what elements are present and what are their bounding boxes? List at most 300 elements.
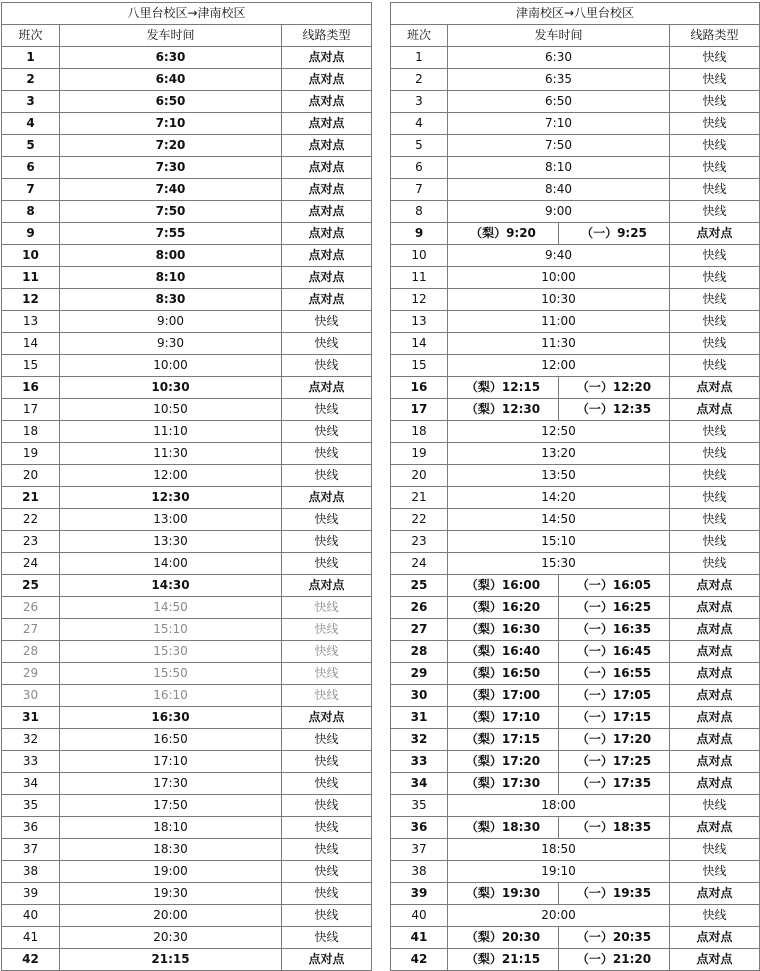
- run-number: 15: [2, 355, 60, 377]
- table-row: [2, 509, 372, 531]
- run-number: 40: [2, 905, 60, 927]
- run-number: 20: [2, 465, 60, 487]
- route-type: 点对点: [282, 949, 372, 971]
- departure-time-yi: （一）17:05: [559, 685, 670, 707]
- table-row: [391, 927, 760, 949]
- route-type: 快线: [282, 685, 372, 707]
- route-type: 点对点: [282, 223, 372, 245]
- table-row: [391, 289, 760, 311]
- route-type: 快线: [282, 553, 372, 575]
- table-row: [2, 531, 372, 553]
- route-type: 快线: [282, 619, 372, 641]
- header-run-number: 班次: [2, 25, 60, 47]
- departure-time: 7:30: [60, 157, 282, 179]
- run-number: 19: [391, 443, 448, 465]
- header-route-type: 线路类型: [670, 25, 760, 47]
- table-row: [2, 729, 372, 751]
- run-number: 24: [2, 553, 60, 575]
- run-number: 25: [391, 575, 448, 597]
- departure-time: 15:30: [60, 641, 282, 663]
- departure-time: 7:55: [60, 223, 282, 245]
- table-row: [391, 91, 760, 113]
- route-type: 快线: [670, 795, 760, 817]
- route-type: 点对点: [670, 597, 760, 619]
- route-type: 快线: [670, 487, 760, 509]
- table-row: [391, 729, 760, 751]
- header-route-type: 线路类型: [282, 25, 372, 47]
- table-row: [391, 179, 760, 201]
- table-row: [2, 905, 372, 927]
- departure-time: 13:50: [448, 465, 670, 487]
- run-number: 38: [2, 861, 60, 883]
- run-number: 22: [2, 509, 60, 531]
- departure-time: 9:40: [448, 245, 670, 267]
- run-number: 36: [2, 817, 60, 839]
- table-row: [391, 201, 760, 223]
- table-row: [391, 135, 760, 157]
- route-type: 快线: [282, 795, 372, 817]
- route-type: 点对点: [282, 47, 372, 69]
- route-type: 点对点: [670, 773, 760, 795]
- departure-time-yi: （一）16:45: [559, 641, 670, 663]
- table-row: [391, 355, 760, 377]
- departure-time: 14:50: [448, 509, 670, 531]
- route-type: 快线: [670, 201, 760, 223]
- table-title: 津南校区→八里台校区: [391, 3, 760, 25]
- table-title: 八里台校区→津南校区: [2, 3, 372, 25]
- table-row: [2, 267, 372, 289]
- departure-time: 10:00: [60, 355, 282, 377]
- table-row: [391, 113, 760, 135]
- departure-time-yi: （一）20:35: [559, 927, 670, 949]
- departure-time-yi: （一）12:35: [559, 399, 670, 421]
- departure-time-li: （梨）16:40: [448, 641, 559, 663]
- run-number: 15: [391, 355, 448, 377]
- table-row: [391, 157, 760, 179]
- route-type: 点对点: [670, 927, 760, 949]
- route-type: 快线: [670, 905, 760, 927]
- table-row: [2, 839, 372, 861]
- departure-time: 14:20: [448, 487, 670, 509]
- departure-time: 21:15: [60, 949, 282, 971]
- departure-time-yi: （一）16:25: [559, 597, 670, 619]
- table-row: [2, 927, 372, 949]
- departure-time: 16:10: [60, 685, 282, 707]
- departure-time-yi: （一）16:05: [559, 575, 670, 597]
- departure-time: 7:40: [60, 179, 282, 201]
- departure-time: 15:30: [448, 553, 670, 575]
- departure-time-li: （梨）20:30: [448, 927, 559, 949]
- run-number: 7: [391, 179, 448, 201]
- run-number: 18: [391, 421, 448, 443]
- run-number: 13: [391, 311, 448, 333]
- run-number: 27: [2, 619, 60, 641]
- route-type: 点对点: [282, 69, 372, 91]
- run-number: 24: [391, 553, 448, 575]
- departure-time: 13:20: [448, 443, 670, 465]
- route-type: 快线: [670, 157, 760, 179]
- departure-time-yi: （一）17:20: [559, 729, 670, 751]
- run-number: 29: [2, 663, 60, 685]
- table-row: [391, 223, 760, 245]
- table-row: [2, 883, 372, 905]
- departure-time-yi: （一）18:35: [559, 817, 670, 839]
- table-row: [391, 905, 760, 927]
- departure-time: 8:30: [60, 289, 282, 311]
- table-row: [391, 245, 760, 267]
- route-type: 点对点: [282, 377, 372, 399]
- departure-time: 18:50: [448, 839, 670, 861]
- departure-time: 6:35: [448, 69, 670, 91]
- departure-time: 10:30: [448, 289, 670, 311]
- run-number: 39: [391, 883, 448, 905]
- table-row: [2, 311, 372, 333]
- departure-time: 15:10: [448, 531, 670, 553]
- table-row: [2, 333, 372, 355]
- departure-time: 7:20: [60, 135, 282, 157]
- departure-time: 11:00: [448, 311, 670, 333]
- header-run-number: 班次: [391, 25, 448, 47]
- departure-time: 11:30: [60, 443, 282, 465]
- run-number: 28: [391, 641, 448, 663]
- run-number: 9: [2, 223, 60, 245]
- departure-time-yi: （一）9:25: [559, 223, 670, 245]
- table-row: [2, 47, 372, 69]
- run-number: 1: [2, 47, 60, 69]
- departure-time-yi: （一）16:55: [559, 663, 670, 685]
- run-number: 11: [2, 267, 60, 289]
- table-row: [391, 443, 760, 465]
- run-number: 8: [2, 201, 60, 223]
- run-number: 34: [2, 773, 60, 795]
- route-type: 快线: [282, 311, 372, 333]
- run-number: 42: [2, 949, 60, 971]
- table-row: [2, 861, 372, 883]
- route-type: 点对点: [670, 729, 760, 751]
- departure-time: 7:50: [448, 135, 670, 157]
- departure-time: 8:40: [448, 179, 670, 201]
- departure-time: 14:30: [60, 575, 282, 597]
- departure-time-li: （梨）16:50: [448, 663, 559, 685]
- route-type: 点对点: [282, 179, 372, 201]
- departure-time: 8:00: [60, 245, 282, 267]
- run-number: 11: [391, 267, 448, 289]
- departure-time: 13:30: [60, 531, 282, 553]
- departure-time-li: （梨）17:15: [448, 729, 559, 751]
- table-row: [2, 245, 372, 267]
- departure-time: 20:00: [60, 905, 282, 927]
- departure-time: 8:10: [60, 267, 282, 289]
- table-row: [2, 773, 372, 795]
- run-number: 34: [391, 773, 448, 795]
- table-row: [391, 773, 760, 795]
- departure-time: 18:10: [60, 817, 282, 839]
- departure-time: 6:30: [448, 47, 670, 69]
- table-row: [2, 289, 372, 311]
- route-type: 快线: [670, 289, 760, 311]
- run-number: 23: [391, 531, 448, 553]
- run-number: 19: [2, 443, 60, 465]
- route-type: 快线: [282, 861, 372, 883]
- table-row: [2, 597, 372, 619]
- run-number: 8: [391, 201, 448, 223]
- table-row: [2, 751, 372, 773]
- departure-time: 10:00: [448, 267, 670, 289]
- departure-time-li: （梨）17:10: [448, 707, 559, 729]
- run-number: 29: [391, 663, 448, 685]
- run-number: 23: [2, 531, 60, 553]
- run-number: 5: [2, 135, 60, 157]
- route-type: 点对点: [282, 91, 372, 113]
- route-type: 点对点: [670, 883, 760, 905]
- table-row: [391, 487, 760, 509]
- departure-time: 9:00: [448, 201, 670, 223]
- route-type: 点对点: [282, 135, 372, 157]
- departure-time: 9:30: [60, 333, 282, 355]
- departure-time-yi: （一）16:35: [559, 619, 670, 641]
- route-type: 快线: [282, 905, 372, 927]
- table-row: [391, 839, 760, 861]
- table-row: [2, 685, 372, 707]
- departure-time-li: （梨）16:30: [448, 619, 559, 641]
- table-row: [2, 179, 372, 201]
- table-row: [391, 333, 760, 355]
- run-number: 20: [391, 465, 448, 487]
- run-number: 18: [2, 421, 60, 443]
- table-row: [391, 707, 760, 729]
- table-row: [391, 69, 760, 91]
- table-row: [2, 619, 372, 641]
- departure-time-yi: （一）17:25: [559, 751, 670, 773]
- departure-time-li: （梨）18:30: [448, 817, 559, 839]
- table-row: [2, 663, 372, 685]
- run-number: 10: [391, 245, 448, 267]
- run-number: 22: [391, 509, 448, 531]
- run-number: 5: [391, 135, 448, 157]
- departure-time-li: （梨）17:00: [448, 685, 559, 707]
- departure-time: 17:10: [60, 751, 282, 773]
- route-type: 快线: [670, 245, 760, 267]
- departure-time: 15:50: [60, 663, 282, 685]
- run-number: 35: [391, 795, 448, 817]
- run-number: 38: [391, 861, 448, 883]
- run-number: 30: [391, 685, 448, 707]
- route-type: 点对点: [282, 707, 372, 729]
- route-type: 快线: [282, 641, 372, 663]
- route-type: 快线: [282, 333, 372, 355]
- departure-time: 7:10: [60, 113, 282, 135]
- departure-time: 16:50: [60, 729, 282, 751]
- route-type: 快线: [670, 355, 760, 377]
- departure-time-li: （梨）17:30: [448, 773, 559, 795]
- departure-time: 7:50: [60, 201, 282, 223]
- route-type: 快线: [670, 91, 760, 113]
- run-number: 31: [391, 707, 448, 729]
- table-row: [391, 663, 760, 685]
- run-number: 33: [2, 751, 60, 773]
- route-type: 快线: [670, 135, 760, 157]
- run-number: 14: [391, 333, 448, 355]
- run-number: 1: [391, 47, 448, 69]
- route-type: 点对点: [670, 641, 760, 663]
- table-row: [391, 883, 760, 905]
- run-number: 4: [2, 113, 60, 135]
- route-type: 快线: [670, 311, 760, 333]
- table-row: [2, 91, 372, 113]
- route-type: 快线: [670, 69, 760, 91]
- departure-time-li: （梨）16:20: [448, 597, 559, 619]
- departure-time: 6:50: [448, 91, 670, 113]
- route-type: 快线: [670, 267, 760, 289]
- route-type: 点对点: [282, 267, 372, 289]
- route-type: 快线: [670, 553, 760, 575]
- route-type: 快线: [282, 465, 372, 487]
- table-row: [2, 69, 372, 91]
- table-row: [2, 443, 372, 465]
- schedule-table-baliitai-to-jinnan: [1, 2, 372, 971]
- table-row: [2, 795, 372, 817]
- route-type: 快线: [670, 839, 760, 861]
- route-type: 点对点: [670, 949, 760, 971]
- route-type: 点对点: [670, 817, 760, 839]
- run-number: 2: [2, 69, 60, 91]
- run-number: 12: [391, 289, 448, 311]
- table-row: [2, 487, 372, 509]
- departure-time-li: （梨）17:20: [448, 751, 559, 773]
- table-row: [2, 465, 372, 487]
- run-number: 9: [391, 223, 448, 245]
- departure-time: 18:30: [60, 839, 282, 861]
- table-row: [391, 685, 760, 707]
- departure-time: 10:50: [60, 399, 282, 421]
- route-type: 快线: [282, 443, 372, 465]
- route-type: 快线: [282, 927, 372, 949]
- departure-time: 12:30: [60, 487, 282, 509]
- departure-time: 19:00: [60, 861, 282, 883]
- schedule-table-jinnan-to-baliitai: [390, 2, 760, 971]
- table-row: [2, 377, 372, 399]
- departure-time: 6:50: [60, 91, 282, 113]
- route-type: 快线: [670, 113, 760, 135]
- table-row: [2, 575, 372, 597]
- departure-time-li: （梨）12:15: [448, 377, 559, 399]
- table-row: [391, 311, 760, 333]
- table-row: [2, 201, 372, 223]
- route-type: 快线: [282, 839, 372, 861]
- route-type: 快线: [282, 531, 372, 553]
- table-row: [391, 641, 760, 663]
- schedule-rows: [391, 47, 760, 971]
- route-type: 快线: [670, 179, 760, 201]
- run-number: 37: [391, 839, 448, 861]
- route-type: 快线: [670, 333, 760, 355]
- route-type: 快线: [282, 597, 372, 619]
- route-type: 点对点: [670, 575, 760, 597]
- departure-time-li: （梨）9:20: [448, 223, 559, 245]
- route-type: 快线: [670, 531, 760, 553]
- departure-time-li: （梨）21:15: [448, 949, 559, 971]
- run-number: 36: [391, 817, 448, 839]
- departure-time: 17:50: [60, 795, 282, 817]
- route-type: 点对点: [670, 619, 760, 641]
- header-departure-time: 发车时间: [60, 25, 282, 47]
- run-number: 7: [2, 179, 60, 201]
- departure-time-li: （梨）12:30: [448, 399, 559, 421]
- route-type: 快线: [670, 861, 760, 883]
- table-row: [391, 531, 760, 553]
- route-type: 快线: [670, 465, 760, 487]
- run-number: 3: [391, 91, 448, 113]
- route-type: 点对点: [670, 399, 760, 421]
- run-number: 13: [2, 311, 60, 333]
- run-number: 17: [2, 399, 60, 421]
- departure-time-yi: （一）17:15: [559, 707, 670, 729]
- run-number: 42: [391, 949, 448, 971]
- departure-time: 14:00: [60, 553, 282, 575]
- departure-time: 17:30: [60, 773, 282, 795]
- run-number: 17: [391, 399, 448, 421]
- departure-time-li: （梨）19:30: [448, 883, 559, 905]
- table-row: [391, 553, 760, 575]
- run-number: 14: [2, 333, 60, 355]
- route-type: 点对点: [670, 685, 760, 707]
- route-type: 快线: [670, 509, 760, 531]
- table-row: [2, 949, 372, 971]
- run-number: 28: [2, 641, 60, 663]
- run-number: 33: [391, 751, 448, 773]
- run-number: 40: [391, 905, 448, 927]
- route-type: 点对点: [282, 201, 372, 223]
- run-number: 39: [2, 883, 60, 905]
- run-number: 26: [391, 597, 448, 619]
- route-type: 点对点: [670, 663, 760, 685]
- run-number: 25: [2, 575, 60, 597]
- departure-time: 6:30: [60, 47, 282, 69]
- table-row: [391, 47, 760, 69]
- run-number: 6: [2, 157, 60, 179]
- table-row: [391, 619, 760, 641]
- departure-time: 14:50: [60, 597, 282, 619]
- schedule-rows: [2, 47, 372, 971]
- route-type: 快线: [282, 751, 372, 773]
- route-type: 点对点: [282, 487, 372, 509]
- run-number: 3: [2, 91, 60, 113]
- departure-time: 19:30: [60, 883, 282, 905]
- route-type: 快线: [282, 729, 372, 751]
- table-row: [2, 421, 372, 443]
- run-number: 6: [391, 157, 448, 179]
- run-number: 41: [2, 927, 60, 949]
- table-row: [2, 223, 372, 245]
- route-type: 点对点: [670, 223, 760, 245]
- table-row: [391, 267, 760, 289]
- table-row: [391, 861, 760, 883]
- table-row: [2, 355, 372, 377]
- route-type: 点对点: [670, 707, 760, 729]
- departure-time: 20:30: [60, 927, 282, 949]
- route-type: 点对点: [282, 157, 372, 179]
- departure-time-yi: （一）17:35: [559, 773, 670, 795]
- route-type: 快线: [282, 355, 372, 377]
- route-type: 快线: [282, 773, 372, 795]
- route-type: 快线: [670, 47, 760, 69]
- run-number: 10: [2, 245, 60, 267]
- run-number: 16: [391, 377, 448, 399]
- table-row: [2, 399, 372, 421]
- table-row: [391, 421, 760, 443]
- departure-time: 19:10: [448, 861, 670, 883]
- departure-time: 8:10: [448, 157, 670, 179]
